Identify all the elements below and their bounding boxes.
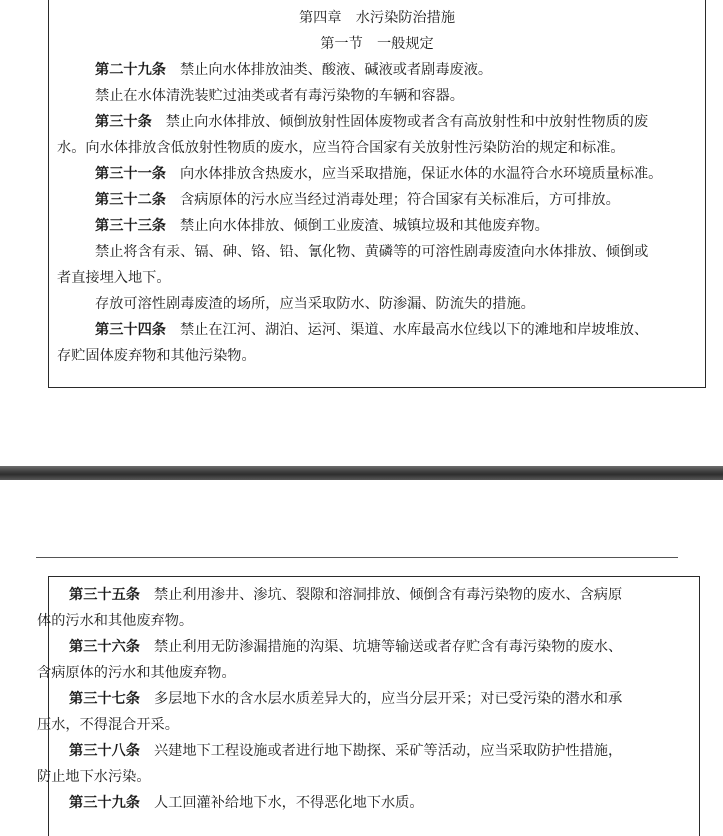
text-line: 第三十一条 向水体排放含热废水，应当采取措施，保证水体的水温符合水环境质量标准。 xyxy=(95,166,663,182)
text-line: 第三十四条 禁止在江河、湖泊、运河、渠道、水库最高水位线以下的滩地和岸坡堆放、 xyxy=(95,322,649,338)
text-line: 第三十二条 含病原体的污水应当经过消毒处理；符合国家有关标准后，方可排放。 xyxy=(95,192,620,208)
page-2-frame xyxy=(37,576,700,836)
header-rule xyxy=(36,557,678,558)
text-line: 存放可溶性剧毒废渣的场所，应当采取防水、防渗漏、防流失的措施。 xyxy=(95,296,535,312)
text-line: 第三十五条 禁止利用渗井、渗坑、裂隙和溶洞排放、倾倒含有毒污染物的废水、含病原 xyxy=(69,587,623,603)
text-line: 防止地下水污染。 xyxy=(37,769,151,785)
section-title: 第一节 一般规定 xyxy=(320,36,434,52)
page-1-frame xyxy=(48,0,706,388)
article-number: 第三十条 xyxy=(95,114,152,130)
chapter-title: 第四章 水污染防治措施 xyxy=(298,10,456,26)
article-number: 第二十九条 xyxy=(95,62,166,78)
text-line: 存贮固体废弃物和其他污染物。 xyxy=(57,348,256,364)
text-line: 禁止在水体清洗装贮过油类或者有毒污染物的车辆和容器。 xyxy=(95,88,464,104)
text-line: 第三十八条 兴建地下工程设施或者进行地下勘探、采矿等活动，应当采取防护性措施， xyxy=(69,743,623,759)
text-line: 第三十七条 多层地下水的含水层水质差异大的，应当分层开采；对已受污染的潜水和承 xyxy=(69,691,623,707)
article-number: 第三十三条 xyxy=(95,218,166,234)
text-line: 第三十条 禁止向水体排放、倾倒放射性固体废物或者含有高放射性和中放射性物质的废 xyxy=(95,114,649,130)
page-separator xyxy=(0,466,723,480)
text-line: 水。向水体排放含低放射性物质的废水，应当符合国家有关放射性污染防治的规定和标准。 xyxy=(57,140,625,156)
text-line: 压水，不得混合开采。 xyxy=(37,717,179,733)
article-number: 第三十四条 xyxy=(95,322,166,338)
text-line: 体的污水和其他废弃物。 xyxy=(37,613,194,629)
text-line: 含病原体的污水和其他废弃物。 xyxy=(37,665,236,681)
article-number: 第三十五条 xyxy=(69,587,140,603)
text-line: 禁止将含有汞、镉、砷、铬、铅、氰化物、黄磷等的可溶性剧毒废渣向水体排放、倾倒或 xyxy=(95,244,649,260)
article-number: 第三十九条 xyxy=(69,795,140,811)
article-number: 第三十二条 xyxy=(95,192,166,208)
text-line: 第三十三条 禁止向水体排放、倾倒工业废渣、城镇垃圾和其他废弃物。 xyxy=(95,218,549,234)
text-line: 者直接埋入地下。 xyxy=(57,270,171,286)
article-number: 第三十七条 xyxy=(69,691,140,707)
article-number: 第三十八条 xyxy=(69,743,140,759)
text-line: 第三十九条 人工回灌补给地下水，不得恶化地下水质。 xyxy=(69,795,424,811)
text-line: 第二十九条 禁止向水体排放油类、酸液、碱液或者剧毒废液。 xyxy=(95,62,493,78)
article-number: 第三十六条 xyxy=(69,639,140,655)
text-line: 第三十六条 禁止利用无防渗漏措施的沟渠、坑塘等输送或者存贮含有毒污染物的废水、 xyxy=(69,639,623,655)
article-number: 第三十一条 xyxy=(95,166,166,182)
